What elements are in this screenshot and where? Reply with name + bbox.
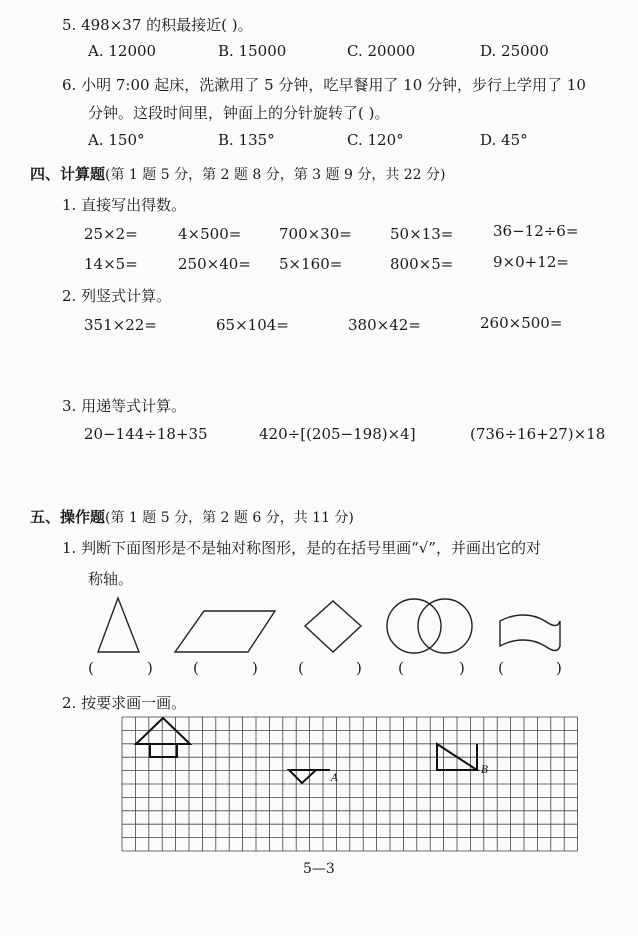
- s4-q1-row1-item: 36−12÷6=: [493, 222, 579, 240]
- q5-stem: 5. 498×37 的积最接近( )。: [62, 16, 253, 34]
- q5-option-c: C. 20000: [347, 42, 416, 60]
- page-number: 5—3: [303, 861, 335, 877]
- section4-note: (第 1 题 5 分，第 2 题 8 分，第 3 题 9 分，共 22 分): [105, 167, 446, 183]
- s4-q2-item: 65×104=: [216, 316, 289, 334]
- section5-title: 五、操作题: [30, 508, 106, 526]
- paren-open[interactable]: (: [193, 659, 199, 677]
- paren-open[interactable]: (: [398, 659, 404, 677]
- s4-q3-item: (736÷16+27)×18: [470, 425, 606, 443]
- s4-q1-row2-item: 250×40=: [178, 255, 251, 273]
- paren-close[interactable]: ): [459, 659, 465, 677]
- q6-stem-line2: 分钟。这段时间里，钟面上的分针旋转了( )。: [88, 104, 390, 122]
- point-a-label: A: [331, 773, 339, 784]
- s4-q2-title: 2. 列竖式计算。: [62, 287, 172, 305]
- s4-q1-row1-item: 50×13=: [390, 225, 454, 243]
- q5-option-d: D. 25000: [480, 42, 549, 60]
- s4-q3-item: 420÷[(205−198)×4]: [259, 425, 416, 443]
- q6-option-a: A. 150°: [88, 131, 145, 149]
- paren-close[interactable]: ): [556, 659, 562, 677]
- grid-lines: [122, 717, 578, 851]
- q6-stem-line1: 6. 小明 7:00 起床，洗漱用了 5 分钟，吃早餐用了 10 分钟，步行上学用了 10: [62, 76, 586, 94]
- q6-option-d: D. 45°: [480, 131, 528, 149]
- q5-option-a: A. 12000: [88, 42, 157, 60]
- s4-q1-row1-item: 4×500=: [178, 225, 242, 243]
- paren-close[interactable]: ): [252, 659, 258, 677]
- s4-q2-item: 260×500=: [480, 314, 563, 332]
- paren-open[interactable]: (: [498, 659, 504, 677]
- s5-q1-line2: 称轴。: [88, 570, 134, 588]
- section5-note: (第 1 题 5 分，第 2 题 6 分，共 11 分): [105, 510, 354, 526]
- s4-q1-row1-item: 700×30=: [279, 225, 352, 243]
- paren-close[interactable]: ): [356, 659, 362, 677]
- section4-title: 四、计算题: [30, 165, 106, 183]
- q5-option-b: B. 15000: [218, 42, 287, 60]
- s4-q2-item: 380×42=: [348, 316, 421, 334]
- s4-q2-item: 351×22=: [84, 316, 157, 334]
- s4-q1-row1-item: 25×2=: [84, 225, 138, 243]
- s5-q2-title: 2. 按要求画一画。: [62, 694, 187, 712]
- s5-q1-line1: 1. 判断下面图形是不是轴对称图形，是的在括号里画“√”，并画出它的对: [62, 539, 541, 557]
- s4-q1-title: 1. 直接写出得数。: [62, 196, 187, 214]
- s4-q1-row2-item: 800×5=: [390, 255, 454, 273]
- s4-q3-title: 3. 用递等式计算。: [62, 397, 187, 415]
- s4-q1-row2-item: 14×5=: [84, 255, 138, 273]
- s4-q1-row2-item: 9×0+12=: [493, 253, 569, 271]
- paren-open[interactable]: (: [88, 659, 94, 677]
- paren-close[interactable]: ): [147, 659, 153, 677]
- s4-q3-item: 20−144÷18+35: [84, 425, 208, 443]
- arrow-house-figure: [136, 718, 190, 757]
- q6-option-c: C. 120°: [347, 131, 404, 149]
- q6-option-b: B. 135°: [218, 131, 275, 149]
- s4-q1-row2-item: 5×160=: [279, 255, 343, 273]
- point-b-label: B: [481, 765, 489, 776]
- paren-open[interactable]: (: [298, 659, 304, 677]
